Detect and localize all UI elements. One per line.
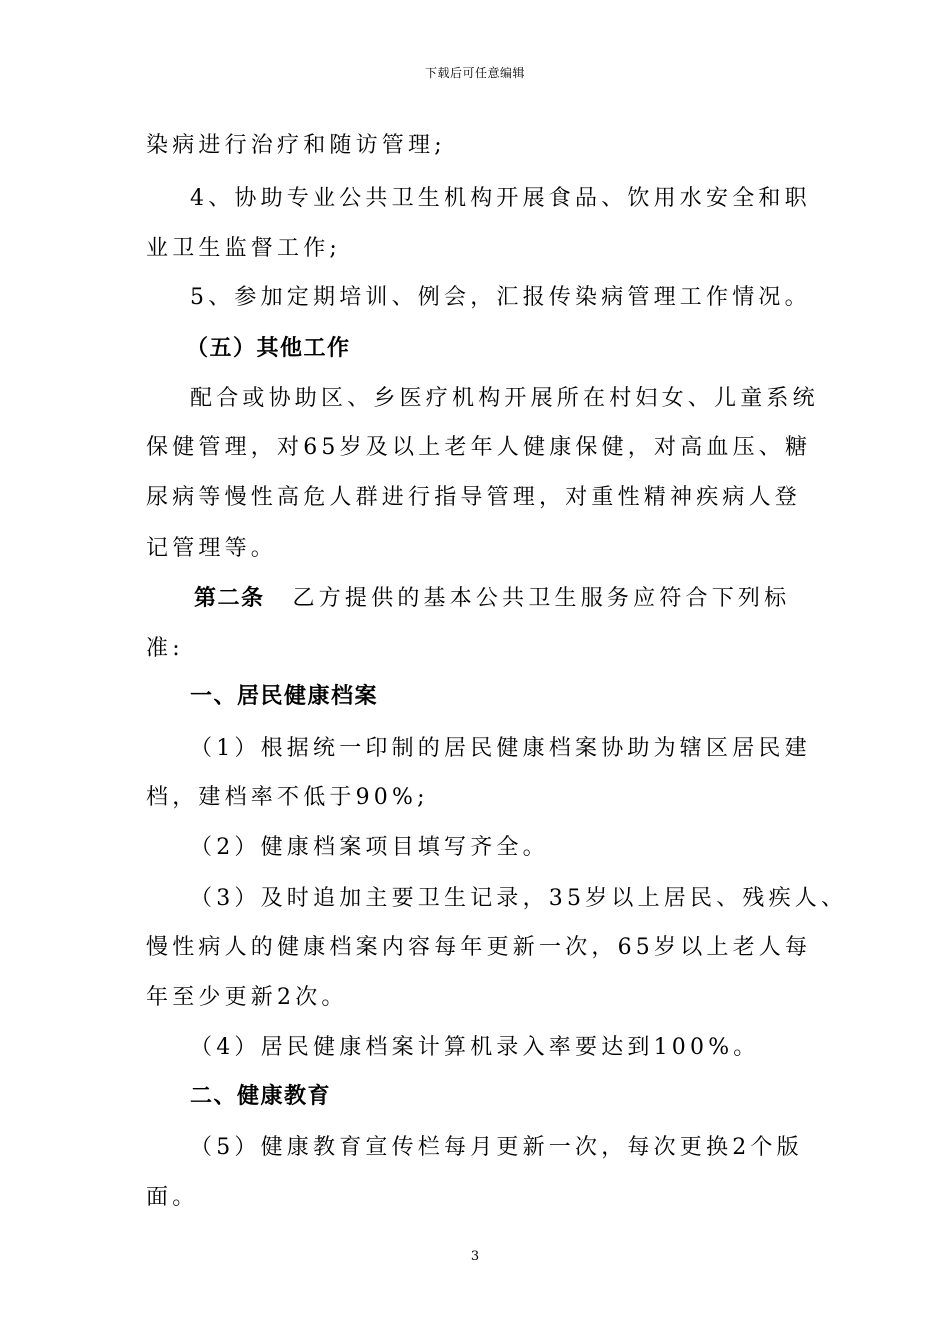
article-text: 乙方提供的基本公共卫生服务应符合下列标 [292, 586, 791, 611]
page-header-note: 下载后可任意编辑 [424, 66, 525, 80]
article-title: 第二条 [194, 586, 265, 611]
body-line: 档，建档率不低于90%; [146, 785, 429, 810]
body-line: 记管理等。 [146, 536, 278, 561]
section-heading: 一、居民健康档案 [190, 684, 379, 709]
body-line: 5、参加定期培训、例会，汇报传染病管理工作情况。 [190, 285, 811, 310]
body-line: 业卫生监督工作; [146, 236, 342, 261]
body-line: （3）及时追加主要卫生记录，35岁以上居民、残疾人、 [190, 886, 848, 911]
body-line: （4）居民健康档案计算机录入率要达到100%。 [190, 1035, 760, 1060]
section-heading: （五）其他工作 [186, 336, 351, 361]
body-line: 4、协助专业公共卫生机构开展食品、饮用水安全和职 [190, 186, 811, 211]
body-line: 慢性病人的健康档案内容每年更新一次，65岁以上老人每 [146, 935, 812, 960]
body-line: 保健管理，对65岁及以上老年人健康保健，对高血压、糖 [146, 435, 812, 460]
body-line: 配合或协助区、乡医疗机构开展所在村妇女、儿童系统 [190, 386, 819, 411]
section-heading: 二、健康教育 [190, 1084, 332, 1109]
body-line: 尿病等慢性高危人群进行指导管理，对重性精神疾病人登 [146, 485, 802, 510]
article-line [0, 584, 950, 614]
body-line: 年至少更新2次。 [146, 985, 348, 1010]
body-line: （2）健康档案项目填写齐全。 [190, 835, 549, 860]
body-line: 准: [146, 636, 184, 661]
body-line: 染病进行治疗和随访管理; [146, 133, 446, 158]
body-line: （5）健康教育宣传栏每月更新一次，每次更换2个版 [190, 1135, 803, 1160]
body-line: 面。 [146, 1185, 199, 1210]
body-line: （1）根据统一印制的居民健康档案协助为辖区居民建 [190, 736, 811, 761]
page-number: 3 [470, 1249, 480, 1264]
